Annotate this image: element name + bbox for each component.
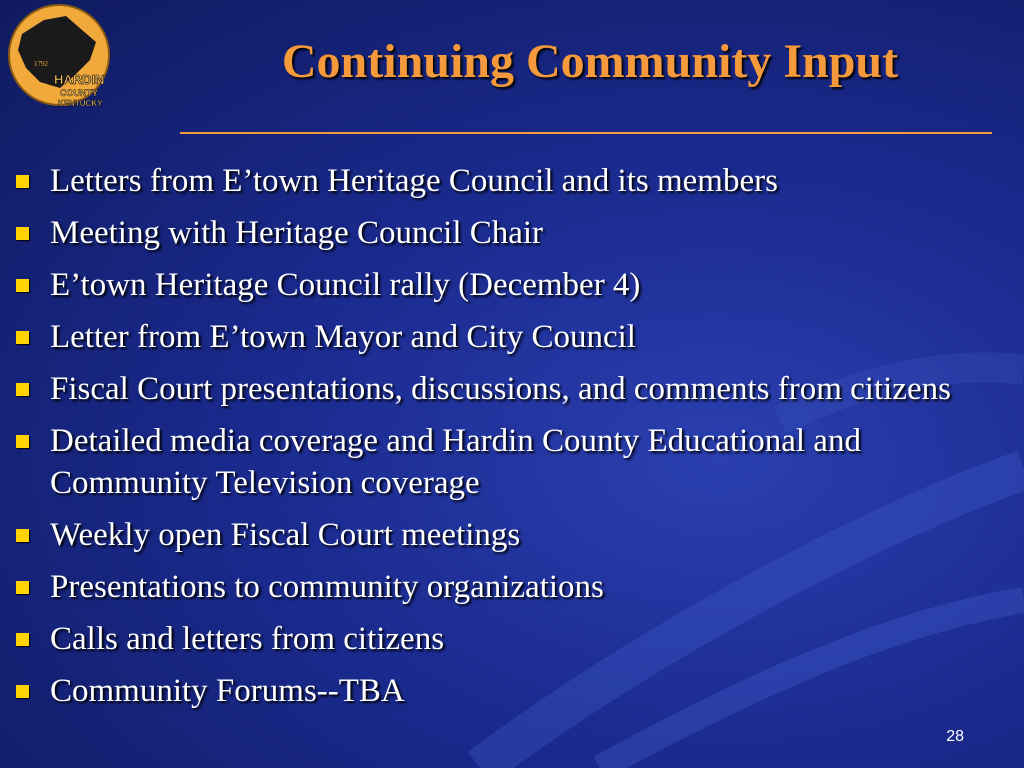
slide-title: Continuing Community Input bbox=[281, 35, 899, 88]
bullet-item bbox=[12, 420, 1002, 504]
square-bullet-icon bbox=[16, 529, 29, 542]
bullet-item bbox=[12, 514, 1002, 556]
bullet-text: Fiscal Court presentations, discussions, and comments from citizens bbox=[50, 371, 951, 407]
hardin-county-logo bbox=[4, 2, 144, 112]
bullet-text: Detailed media coverage and Hardin County Educational and Community Television coverage bbox=[50, 423, 861, 501]
bullet-text: Weekly open Fiscal Court meetings bbox=[50, 517, 521, 553]
square-bullet-icon bbox=[16, 581, 29, 594]
title-underline bbox=[180, 132, 992, 134]
bullet-item bbox=[12, 160, 1002, 202]
bullet-text: Community Forums--TBA bbox=[50, 673, 405, 709]
square-bullet-icon bbox=[16, 685, 29, 698]
bullet-text: E’town Heritage Council rally (December 4) bbox=[50, 267, 641, 303]
bullet-text: Meeting with Heritage Council Chair bbox=[50, 215, 544, 251]
square-bullet-icon bbox=[16, 227, 29, 240]
bullet-text: Letter from E’town Mayor and City Council bbox=[50, 319, 636, 355]
logo-line1: HARDIN bbox=[54, 72, 105, 87]
bullet-item bbox=[12, 212, 1002, 254]
square-bullet-icon bbox=[16, 383, 29, 396]
bullet-item bbox=[12, 316, 1002, 358]
bullet-item bbox=[12, 670, 1002, 712]
bullet-list bbox=[12, 160, 1002, 722]
square-bullet-icon bbox=[16, 331, 29, 344]
bullet-item bbox=[12, 264, 1002, 306]
logo-year: 1792 bbox=[34, 60, 48, 68]
page-number: 28 bbox=[946, 728, 964, 745]
square-bullet-icon bbox=[16, 435, 29, 448]
logo-line2: COUNTY bbox=[60, 88, 98, 98]
bullet-item bbox=[12, 618, 1002, 660]
bullet-text: Calls and letters from citizens bbox=[50, 621, 445, 657]
square-bullet-icon bbox=[16, 175, 29, 188]
square-bullet-icon bbox=[16, 633, 29, 646]
logo-line3: KENTUCKY bbox=[58, 99, 103, 108]
square-bullet-icon bbox=[16, 279, 29, 292]
bullet-text: Letters from E’town Heritage Council and its members bbox=[50, 163, 778, 199]
bullet-item bbox=[12, 368, 1002, 410]
bullet-item bbox=[12, 566, 1002, 608]
bullet-text: Presentations to community organizations bbox=[50, 569, 604, 605]
